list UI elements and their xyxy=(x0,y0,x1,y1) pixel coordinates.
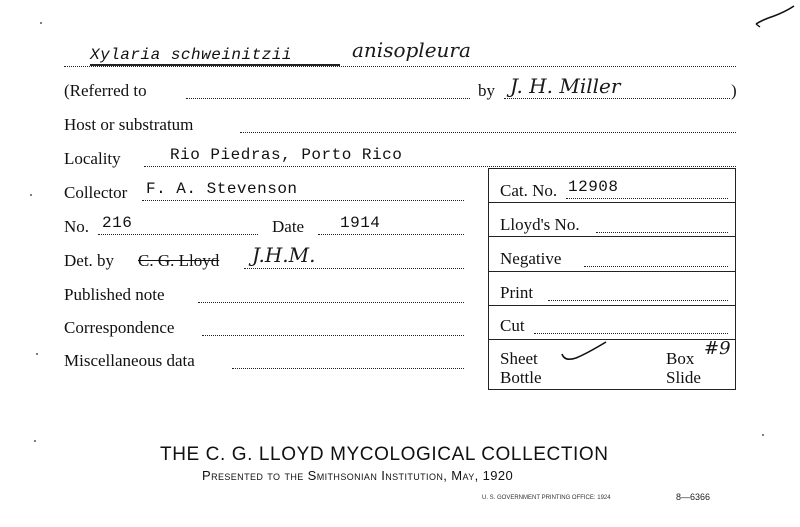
negative-label: Negative xyxy=(500,249,562,268)
species-underline xyxy=(90,64,340,66)
lloyds-no-label: Lloyd's No. xyxy=(500,215,580,234)
printer-imprint: U. S. GOVERNMENT PRINTING OFFICE: 1924 xyxy=(482,495,611,501)
species-name: Xylaria schweinitzii xyxy=(90,46,293,64)
form-number: 8—6366 xyxy=(676,492,711,502)
cut-label: Cut xyxy=(500,316,525,335)
sheet-check-icon xyxy=(558,340,610,366)
date-value: 1914 xyxy=(340,214,381,232)
no-value: 216 xyxy=(102,214,133,232)
species-annotation: anisopleura xyxy=(352,38,471,62)
misc-label: Miscellaneous data xyxy=(64,351,195,370)
box-number-handwritten: #9 xyxy=(704,338,731,359)
scan-speck xyxy=(40,22,42,24)
referred-line xyxy=(186,98,470,99)
sheet-label: Sheet xyxy=(500,349,538,368)
collector-value: F. A. Stevenson xyxy=(146,180,298,198)
by-label: by xyxy=(478,81,495,100)
referred-label: (Referred to xyxy=(64,81,147,100)
locality-line xyxy=(144,166,736,167)
bottle-label: Bottle xyxy=(500,368,542,387)
date-label: Date xyxy=(272,217,305,236)
det-by-label: Det. by xyxy=(64,251,115,270)
scan-speck xyxy=(36,353,38,355)
no-label: No. xyxy=(64,217,90,236)
published-label: Published note xyxy=(64,285,165,304)
host-label: Host or substratum xyxy=(64,115,194,134)
correspondence-label: Correspondence xyxy=(64,318,175,337)
collection-title: THE C. G. LLOYD MYCOLOGICAL COLLECTION xyxy=(160,444,609,465)
scan-speck xyxy=(34,440,36,442)
check-mark-icon xyxy=(752,4,796,32)
slide-label: Slide xyxy=(666,368,701,387)
referred-by-line xyxy=(504,98,730,99)
det-by-handwritten: J.H.M. xyxy=(252,243,316,267)
collector-label: Collector xyxy=(64,183,128,202)
scan-speck xyxy=(762,434,764,436)
collection-subtitle: Presented to the Smithsonian Institution, May, 1920 xyxy=(202,468,514,483)
referred-by-signature: J. H. Miller xyxy=(510,74,621,98)
cat-no-value: 12908 xyxy=(568,178,619,196)
species-line xyxy=(64,66,736,67)
close-paren: ) xyxy=(731,81,737,100)
cat-no-label: Cat. No. xyxy=(500,181,558,200)
locality-value: Rio Piedras, Porto Rico xyxy=(170,146,403,164)
det-by-struck: C. G. Lloyd xyxy=(138,251,220,270)
host-line xyxy=(240,132,736,133)
print-label: Print xyxy=(500,283,534,302)
locality-label: Locality xyxy=(64,149,121,168)
box-label: Box xyxy=(666,349,695,368)
scan-speck xyxy=(30,194,32,196)
